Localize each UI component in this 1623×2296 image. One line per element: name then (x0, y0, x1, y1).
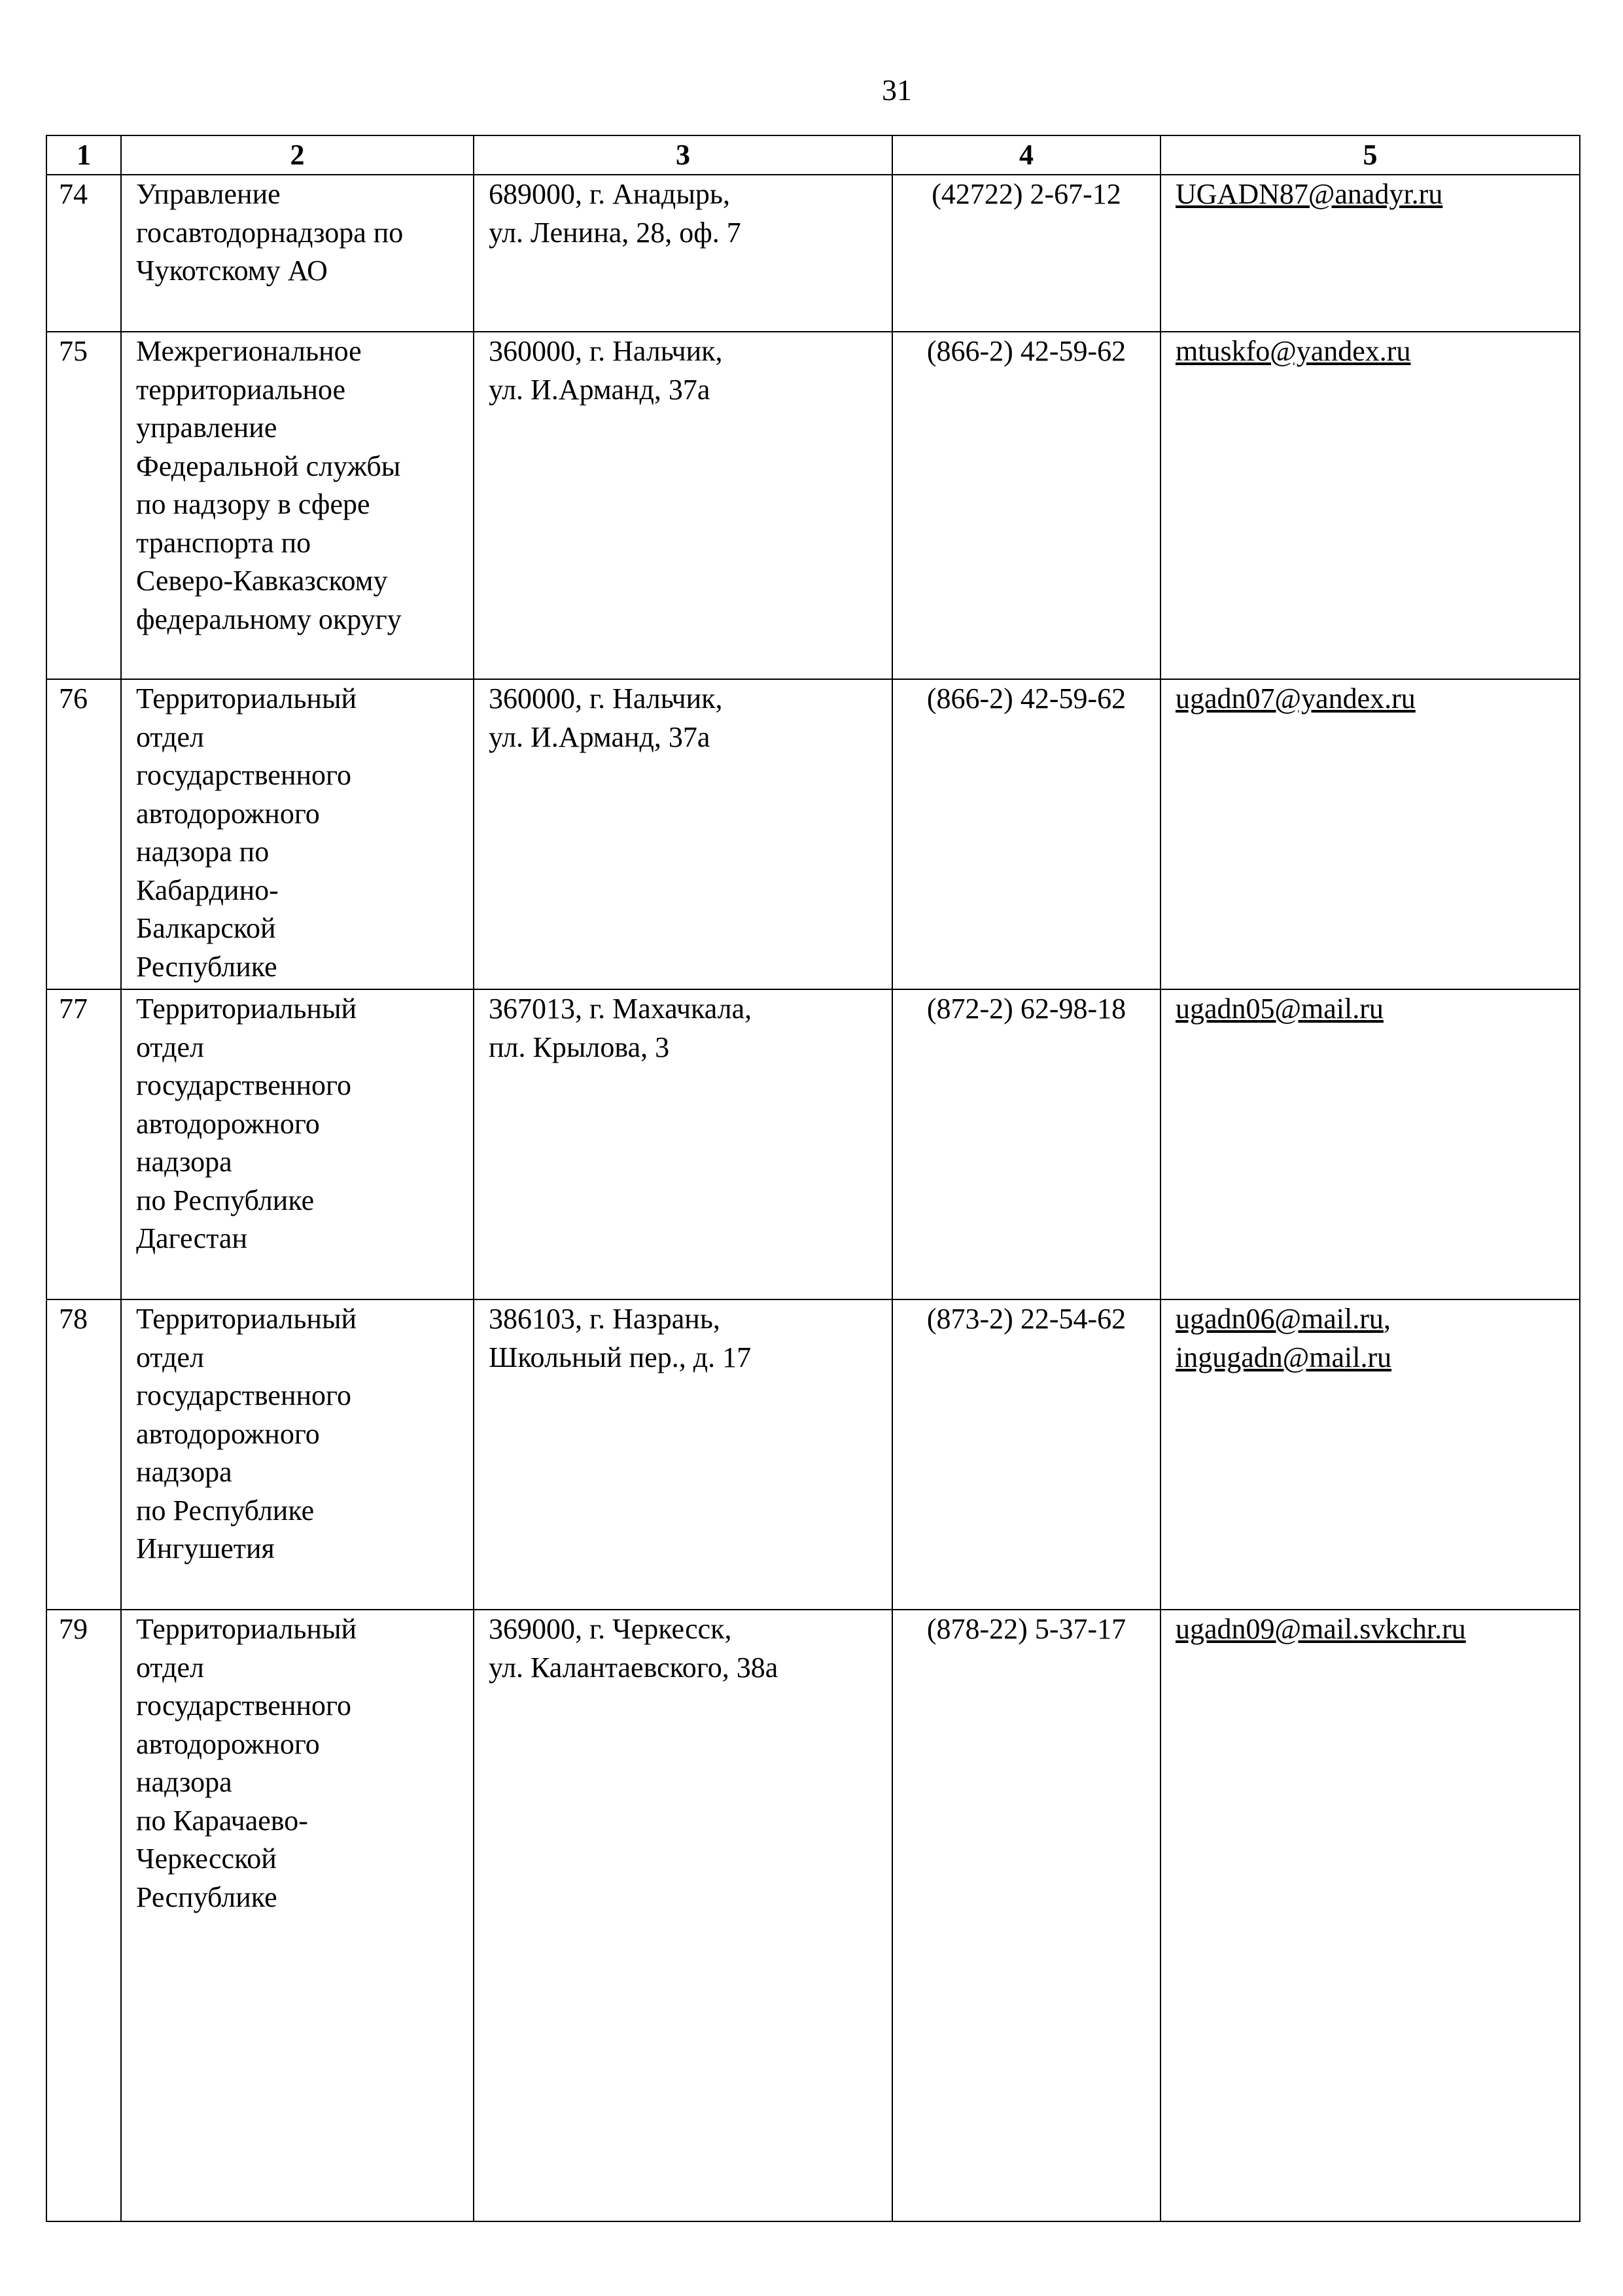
phone-number: (878-22) 5-37-17 (892, 1610, 1161, 2221)
phone-number: (42722) 2-67-12 (892, 175, 1161, 332)
postal-address: 360000, г. Нальчик, ул. И.Арманд, 37а (474, 679, 892, 989)
email-link[interactable]: mtuskfo@yandex.ru (1176, 335, 1411, 367)
postal-address: 369000, г. Черкесск, ул. Калантаевского, 38а (474, 1610, 892, 2221)
row-number: 79 (46, 1610, 121, 2221)
row-number: 78 (46, 1299, 121, 1610)
phone-number: (866-2) 42-59-62 (892, 332, 1161, 679)
row-number: 74 (46, 175, 121, 332)
email-cell (1161, 1299, 1580, 1610)
postal-address: 689000, г. Анадырь, ул. Ленина, 28, оф. 7 (474, 175, 892, 332)
organization-name: Территориальный отдел государственного автодорожного надзора по Республике Дагестан (121, 989, 474, 1299)
row-number: 77 (46, 989, 121, 1299)
email-cell (1161, 989, 1580, 1299)
postal-address: 367013, г. Махачкала, пл. Крылова, 3 (474, 989, 892, 1299)
email-link[interactable]: ugadn07@yandex.ru (1176, 682, 1416, 715)
email-cell (1161, 679, 1580, 989)
row-number: 76 (46, 679, 121, 989)
table-row (46, 1299, 1580, 1610)
organization-name: Территориальный отдел государственного автодорожного надзора по Кабардино- Балкарской Республике (121, 679, 474, 989)
table-row (46, 679, 1580, 989)
email-cell (1161, 175, 1580, 332)
email-link[interactable]: ugadn06@mail.ru , (1176, 1300, 1571, 1339)
column-header-3: 3 (474, 135, 892, 175)
organization-name: Территориальный отдел государственного автодорожного надзора по Республике Ингушетия (121, 1299, 474, 1610)
column-header-1: 1 (46, 135, 121, 175)
table-header-row (46, 135, 1580, 175)
email-link[interactable]: UGADN87@anadyr.ru (1176, 178, 1443, 210)
email-cell (1161, 1610, 1580, 2221)
page-number: 31 (882, 73, 912, 107)
email-link[interactable]: ingugadn@mail.ru (1176, 1341, 1392, 1373)
organization-name: Межрегиональное территориальное управление Федеральной службы по надзору в сфере транспорта по Северо-Кавказскому федеральному округу (121, 332, 474, 679)
email-cell (1161, 332, 1580, 679)
table-row (46, 175, 1580, 332)
column-header-2: 2 (121, 135, 474, 175)
table-row (46, 989, 1580, 1299)
phone-number: (866-2) 42-59-62 (892, 679, 1161, 989)
column-header-5: 5 (1161, 135, 1580, 175)
phone-number: (872-2) 62-98-18 (892, 989, 1161, 1299)
organization-name: Территориальный отдел государственного автодорожного надзора по Карачаево- Черкесской Республике (121, 1610, 474, 2221)
postal-address: 360000, г. Нальчик, ул. И.Арманд, 37а (474, 332, 892, 679)
organization-name: Управление госавтодорнадзора по Чукотскому АО (121, 175, 474, 332)
phone-number: (873-2) 22-54-62 (892, 1299, 1161, 1610)
row-number: 75 (46, 332, 121, 679)
table-row (46, 332, 1580, 679)
postal-address: 386103, г. Назрань, Школьный пер., д. 17 (474, 1299, 892, 1610)
table-row (46, 1610, 1580, 2221)
email-link[interactable]: ugadn09@mail.svkchr.ru (1176, 1613, 1466, 1645)
organization-contact-table (46, 135, 1580, 2222)
email-link[interactable]: ugadn05@mail.ru (1176, 993, 1384, 1025)
column-header-4: 4 (892, 135, 1161, 175)
